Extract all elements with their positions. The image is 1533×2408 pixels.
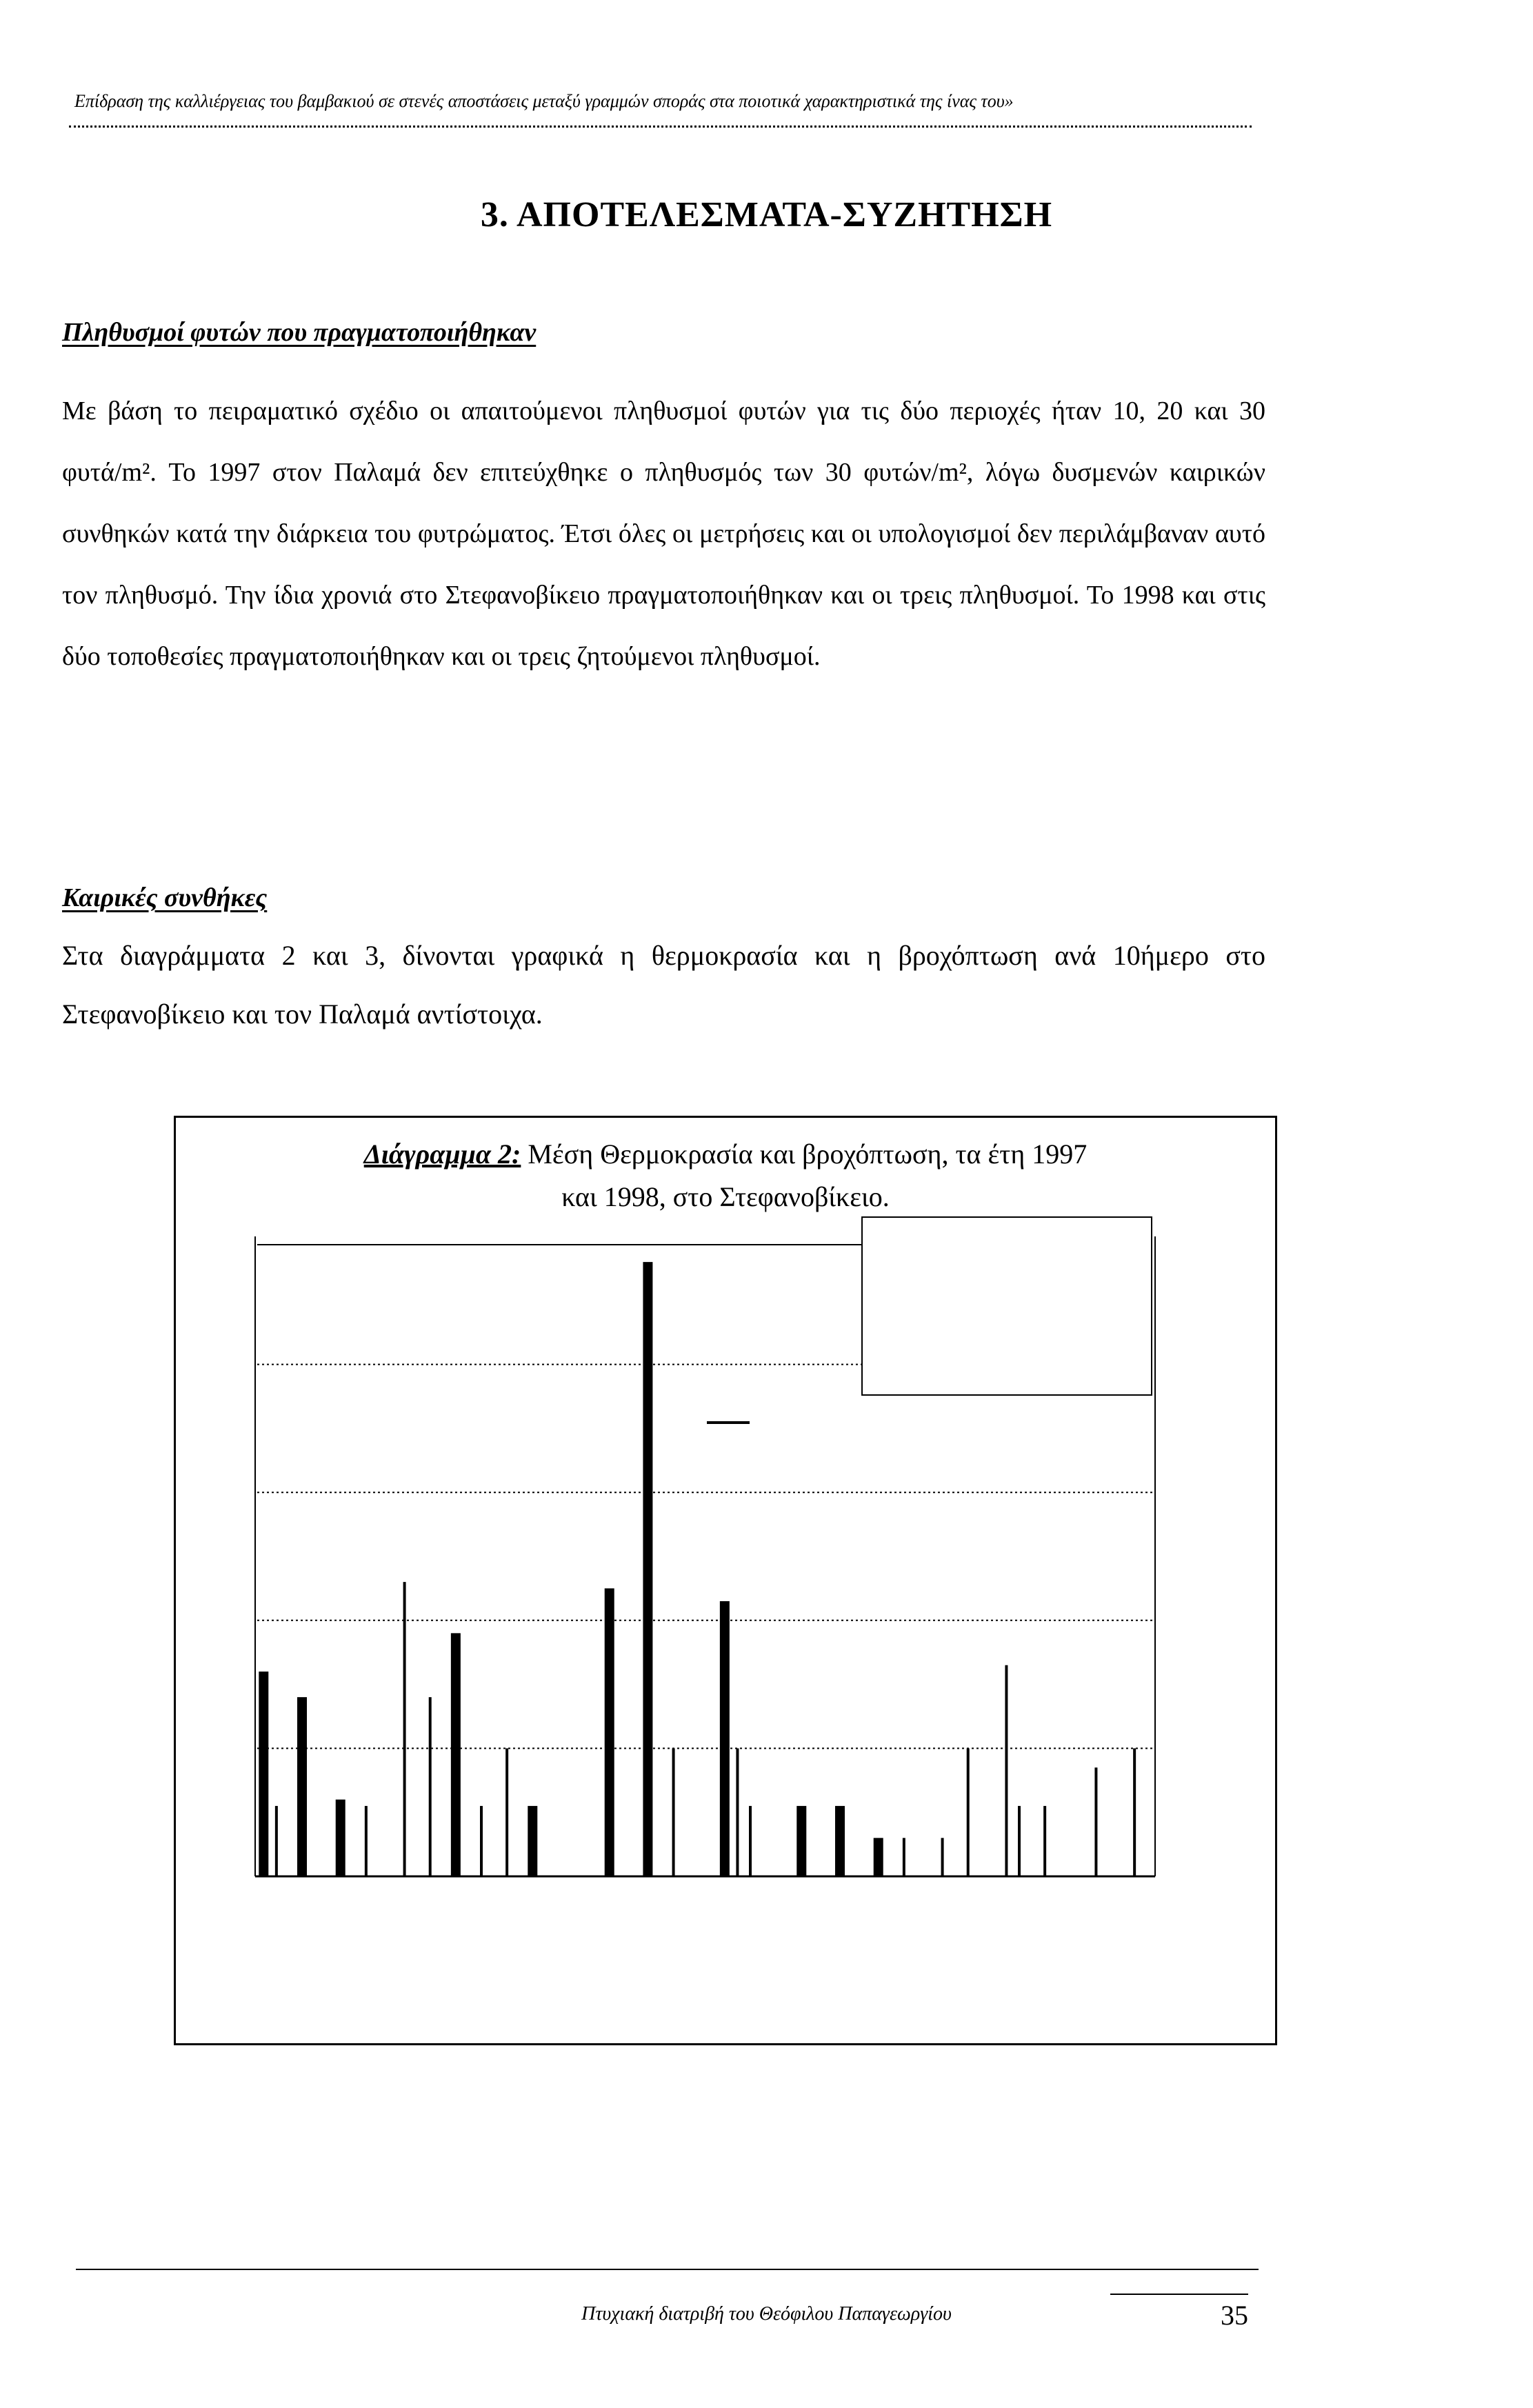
bar-62 <box>1043 1806 1046 1876</box>
bar-46 <box>835 1806 845 1876</box>
bar-38 <box>736 1748 739 1876</box>
bar-28 <box>605 1588 614 1876</box>
section-title: 3. ΑΠΟΤΕΛΕΣΜΑΤΑ-ΣΥΖΗΤΗΣΗ <box>480 195 1053 234</box>
bar-7 <box>336 1800 345 1876</box>
populations-heading: Πληθυσμοί φυτών που πραγματοποιήθηκαν <box>62 318 537 347</box>
bar-39 <box>749 1806 752 1876</box>
weather-heading: Καιρικές συνθήκες <box>62 883 268 912</box>
bar-4 <box>297 1697 307 1876</box>
bar-59 <box>1005 1665 1008 1876</box>
chart-svg <box>176 1118 1275 2043</box>
bar-37 <box>720 1601 730 1876</box>
weather-paragraph: Στα διαγράμματα 2 και 3, δίνονται γραφικά η θερμοκρασία και η βροχόπτωση ανά 10ήμερο στο Στεφανοβίκειο και τον Παλαμά αντίστοιχα. <box>62 940 1265 1030</box>
figure-frame <box>174 1116 1277 2045</box>
bar-33 <box>672 1748 675 1876</box>
figure-title-line1: Μέση Θερμοκρασία και βροχόπτωση, τα έτη 1997 <box>528 1138 1088 1170</box>
bar-20 <box>505 1748 508 1876</box>
bar-60 <box>1018 1806 1021 1876</box>
header-divider <box>69 126 1252 128</box>
bar-14 <box>429 1697 432 1876</box>
bar-9 <box>365 1806 368 1876</box>
legend-box <box>862 1217 1152 1395</box>
figure-title-line2: και 1998, στο Στεφανοβίκειο. <box>561 1181 890 1212</box>
bar-1 <box>259 1672 268 1876</box>
bar-16 <box>451 1633 461 1876</box>
bar-18 <box>480 1806 483 1876</box>
bar-56 <box>967 1748 970 1876</box>
bar-2 <box>275 1806 278 1876</box>
bar-69 <box>1133 1748 1136 1876</box>
bar-49 <box>874 1838 883 1876</box>
page-number: 35 <box>1221 2300 1248 2331</box>
bar-43 <box>796 1806 806 1876</box>
bar-54 <box>941 1838 944 1876</box>
page-number-rule <box>1110 2294 1248 2295</box>
footer-divider <box>76 2269 1259 2270</box>
bar-66 <box>1094 1767 1097 1876</box>
populations-paragraph: Με βάση το πειραματικό σχέδιο οι απαιτούμενοι πληθυσμοί φυτών για τις δύο περιοχές ήταν 10, 20 και 30 φυτά/m². Το 1997 στον Παλαμά δεν επιτεύχθηκε ο πληθυσμός των 30 φυτών/m², λόγω δυσμενών καιρικών συνθηκών κατά την διάρκεια του φυτρώματος. Έτσι όλες οι μετρήσεις και οι υπολογισμοί δεν περιλάμβαναν αυτό τον πληθυσμό. Την ίδια χρονιά στο Στεφανοβίκειο πραγματοποιήθηκαν και οι τρεις πληθυσμοί. Το 1998 και στις δύο τοποθεσίες πραγματοποιήθηκαν και οι τρεις ζητούμενοι πληθυσμοί. <box>62 397 1265 671</box>
running-header: Επίδραση της καλλιέργειας του βαμβακιού σε στενές αποστάσεις μεταξύ γραμμών σποράς στα ποιοτικά χαρακτηριστικά της ίνας του» <box>74 91 1014 111</box>
bar-12 <box>403 1582 406 1876</box>
bar-31 <box>643 1262 652 1876</box>
figure-label: Διάγραμμα 2: <box>363 1138 521 1170</box>
bar-51 <box>903 1838 905 1876</box>
footer-text: Πτυχιακή διατριβή του Θεόφιλου Παπαγεωργίου <box>581 2303 952 2325</box>
bar-22 <box>528 1806 537 1876</box>
